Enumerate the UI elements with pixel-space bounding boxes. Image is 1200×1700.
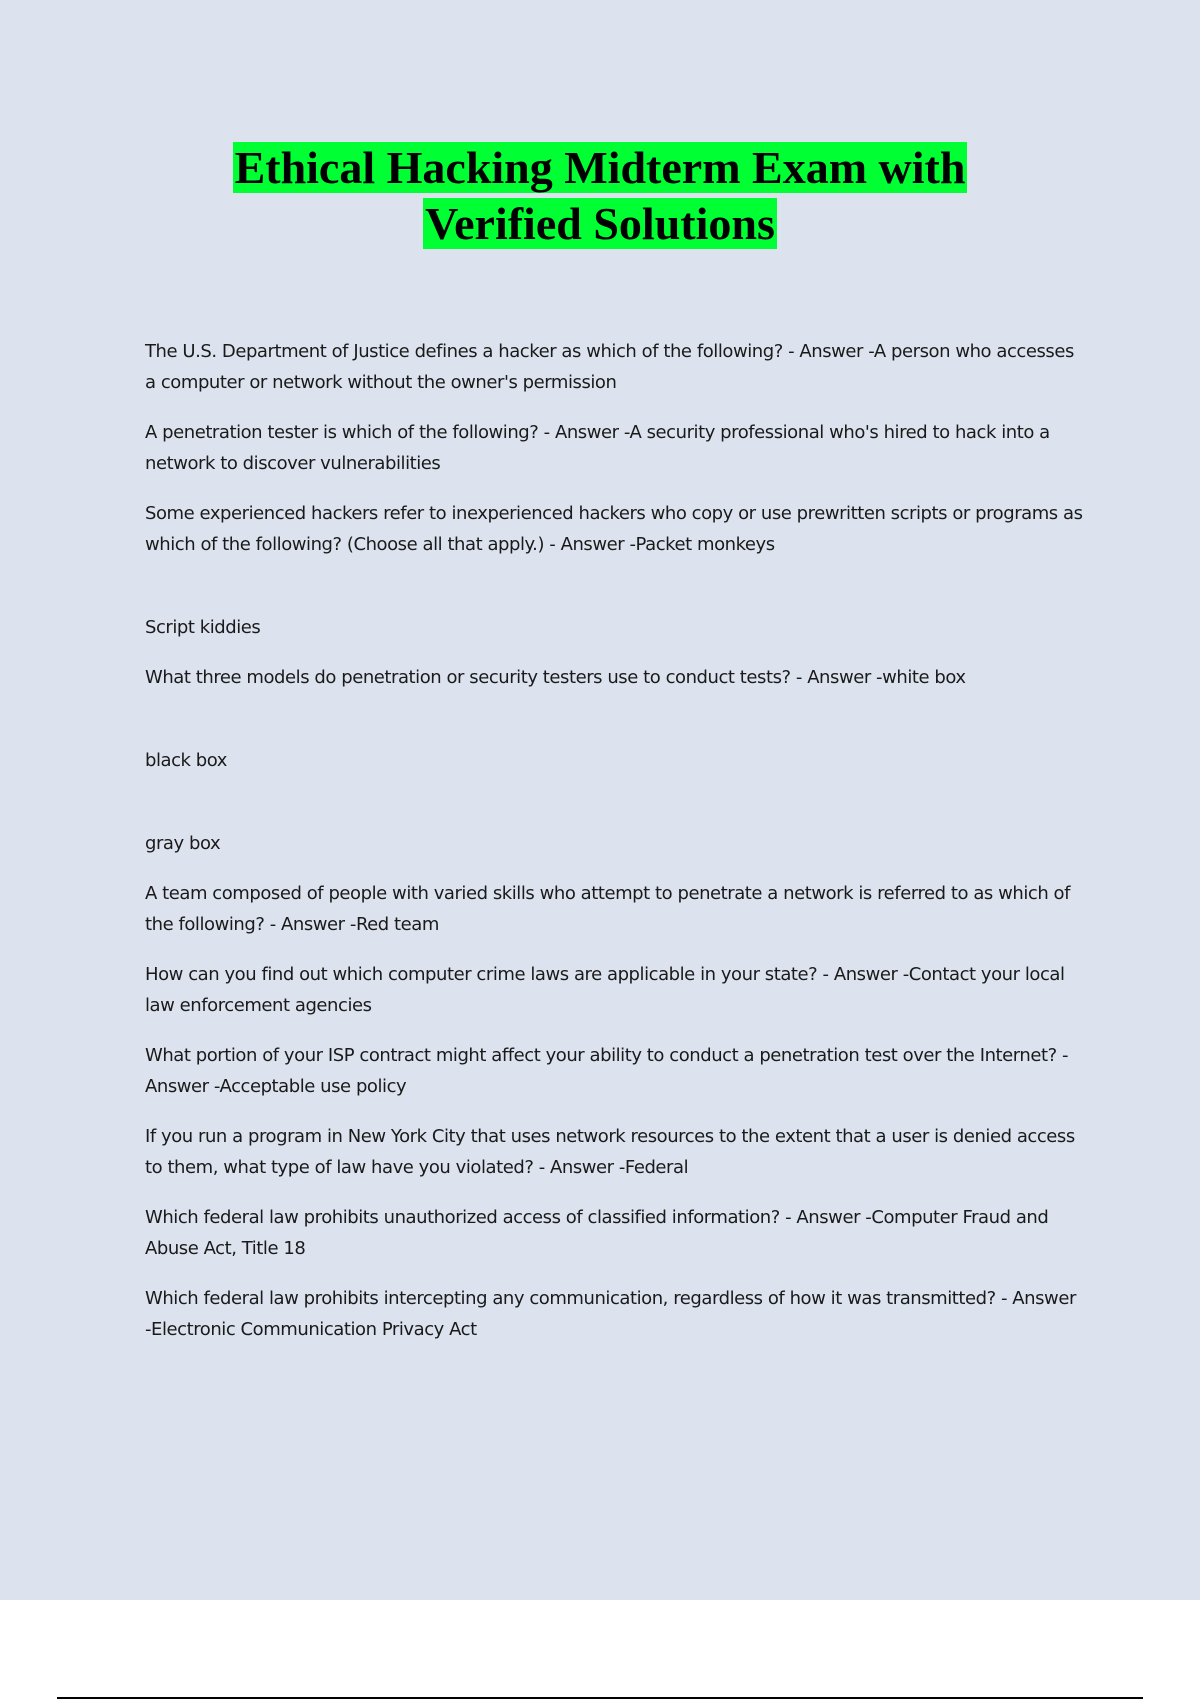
page-title	[0, 140, 1200, 252]
qa-paragraph: Which federal law prohibits intercepting any communication, regardless of how it was transmitted? - Answer -Electronic Communication Privacy Act	[145, 1288, 1076, 1340]
qa-paragraph: Some experienced hackers refer to inexperienced hackers who copy or use prewritten scripts or programs as which of the following? (Choose all that apply.) - Answer -Packet monkeys	[145, 503, 1083, 555]
title-line-1: Ethical Hacking Midterm Exam with	[234, 142, 966, 193]
title-line-2: Verified Solutions	[425, 198, 775, 249]
qa-paragraph: Which federal law prohibits unauthorized access of classified information? - Answer -Computer Fraud and Abuse Act, Title 18	[145, 1207, 1049, 1259]
qa-paragraph: black box	[145, 750, 227, 771]
qa-content	[145, 336, 1085, 1364]
qa-paragraph: A penetration tester is which of the following? - Answer -A security professional who's hired to hack into a network to discover vulnerabilities	[145, 422, 1050, 474]
qa-paragraph: The U.S. Department of Justice defines a hacker as which of the following? - Answer -A person who accesses a computer or network without the owner's permission	[145, 341, 1074, 393]
qa-paragraph: gray box	[145, 833, 221, 854]
qa-paragraph: A team composed of people with varied skills who attempt to penetrate a network is referred to as which of the following? - Answer -Red team	[145, 883, 1071, 935]
qa-paragraph: Script kiddies	[145, 617, 261, 638]
footer-divider	[57, 1697, 1143, 1699]
qa-paragraph: If you run a program in New York City that uses network resources to the extent that a user is denied access to them, what type of law have you violated? - Answer -Federal	[145, 1126, 1075, 1178]
qa-paragraph: What portion of your ISP contract might affect your ability to conduct a penetration test over the Internet? - Answer -Acceptable use policy	[145, 1045, 1069, 1097]
qa-paragraph: How can you find out which computer crime laws are applicable in your state? - Answer -Contact your local law enforcement agencies	[145, 964, 1065, 1016]
qa-paragraph: What three models do penetration or security testers use to conduct tests? - Answer -white box	[145, 667, 966, 688]
